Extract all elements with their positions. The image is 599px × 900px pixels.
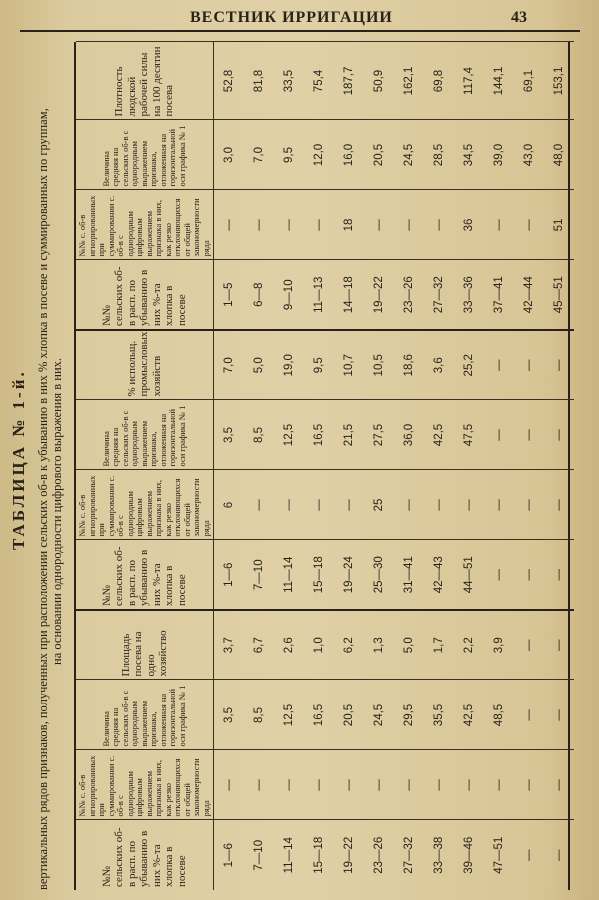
table-cell: — [544,470,574,540]
table-cell: 69,1 [514,42,544,120]
table-cell: — [514,820,544,890]
table-row [244,42,274,890]
table-row [274,42,304,890]
table-cell: 3,5 [214,680,245,750]
table-cell: 31—41 [394,540,424,610]
table-cell: 33—38 [424,820,454,890]
table-cell: 69,8 [424,42,454,120]
table-cell: 33—36 [454,260,484,330]
table-cell: 1—6 [214,820,245,890]
table-cell: — [394,750,424,820]
table-cell: 144,1 [484,42,514,120]
table-cell: 25—30 [364,540,394,610]
table-cell: 9—10 [274,260,304,330]
table-cell: — [304,750,334,820]
table-row [334,42,364,890]
table-cell: 16,5 [304,400,334,470]
table-cell: 1,0 [304,610,334,680]
table-cell: 75,4 [304,42,334,120]
table-cell: 6—8 [244,260,274,330]
table-cell: 42,5 [454,680,484,750]
table-row [424,42,454,890]
table-cell: 43,0 [514,120,544,190]
table-cell: — [334,750,364,820]
table-cell: 37—41 [484,260,514,330]
table-cell: — [514,470,544,540]
table-cell: 153,1 [544,42,574,120]
table-cell: — [214,750,245,820]
column-header: №№ сельских об-в расп. по убыванию в них %-та хлопка в посеве [76,820,214,890]
table-cell: 11—13 [304,260,334,330]
table-cell: 18,6 [394,330,424,400]
table-body [214,42,575,890]
table-cell: 44—51 [454,540,484,610]
page-number: 43 [511,9,527,26]
table-row [484,42,514,890]
table-cell: 42—43 [424,540,454,610]
column-header: Величина средняя на сельских об-в с однородным выражением признака, отложенная на горизонтальной оси графика № 1 [76,400,214,470]
column-header: №№ с. об-в игнорированных при суммировании с. об-в с однородным цифровым выражением признака в них, как резко отклоняющихся от общей закономерности ряда [76,190,214,260]
table-cell: 10,5 [364,330,394,400]
table-cell: 33,5 [274,42,304,120]
table-cell: 36 [454,190,484,260]
table-cell: 6 [214,470,245,540]
table-cell: — [484,540,514,610]
table-cell: 23—26 [364,820,394,890]
table-cell: 7,0 [244,120,274,190]
table-cell: 9,5 [274,120,304,190]
table-cell: — [544,540,574,610]
column-header: Площадь посева на одно хозяйство [76,610,214,680]
table-row [304,42,334,890]
table-row [544,42,574,890]
column-header: % испольщ. промысловых хозяйств [76,330,214,400]
table-cell: 15—18 [304,540,334,610]
caption-line-1: вертикальных рядов признаков, полученных при расположении сельских об-в к убыванию в них % хлопка в посеве и суммированных по группам, [36,108,50,890]
table-cell: 25,2 [454,330,484,400]
table-cell: — [514,610,544,680]
table-caption [9,42,66,890]
table-cell: — [274,470,304,540]
table-cell: 47,5 [454,400,484,470]
table-cell: 19—22 [334,820,364,890]
table-cell: — [514,680,544,750]
table-header [76,42,214,890]
table-cell: — [544,750,574,820]
table-cell: 15—18 [304,820,334,890]
table-cell: 27—32 [394,820,424,890]
table-cell: 5,0 [244,330,274,400]
table-cell: 52,8 [214,42,245,120]
table-cell: 7,0 [214,330,245,400]
table-cell: 23—26 [394,260,424,330]
table-cell: — [394,470,424,540]
table-cell: 1—5 [214,260,245,330]
table-cell: — [514,750,544,820]
caption-line-2: на основании однородности цифрового выражения в них. [50,357,64,665]
table-cell: 24,5 [394,120,424,190]
table-cell: 8,5 [244,400,274,470]
table-cell: 27—32 [424,260,454,330]
table-cell: 18 [334,190,364,260]
table-cell: 42,5 [424,400,454,470]
table-cell: — [484,750,514,820]
table-cell: 16,0 [334,120,364,190]
table-cell: 51 [544,190,574,260]
table-cell: 36,0 [394,400,424,470]
rotated-table-block [9,42,580,890]
table-cell: 3,0 [214,120,245,190]
table-row [454,42,484,890]
header-rule [20,30,580,32]
table-row [364,42,394,890]
column-header: Плотность людской рабочей силы на 100 десятин посева [76,42,214,120]
data-table [76,42,574,891]
table-cell: 39—46 [454,820,484,890]
table-cell: 117,4 [454,42,484,120]
table-cell: 19—24 [334,540,364,610]
table-cell: 21,5 [334,400,364,470]
table-cell: — [454,470,484,540]
data-table-frame [74,42,570,890]
table-cell: 28,5 [424,120,454,190]
table-cell: 12,5 [274,680,304,750]
table-cell: 6,7 [244,610,274,680]
table-cell: — [514,540,544,610]
table-cell: — [274,750,304,820]
column-header: №№ сельских об-в расп. по убыванию в них %-та хлопка в посеве [76,540,214,610]
table-cell: 2,2 [454,610,484,680]
table-cell: — [214,190,245,260]
table-cell: 19—22 [364,260,394,330]
table-cell: 2,6 [274,610,304,680]
table-cell: 11—14 [274,540,304,610]
table-cell: — [484,330,514,400]
table-cell: — [484,470,514,540]
table-row [214,42,245,890]
table-cell: 27,5 [364,400,394,470]
table-cell: 162,1 [394,42,424,120]
table-cell: — [244,470,274,540]
table-cell: 11—14 [274,820,304,890]
table-cell: 35,5 [424,680,454,750]
table-cell: — [334,470,364,540]
table-cell: 47—51 [484,820,514,890]
table-cell: 9,5 [304,330,334,400]
table-cell: 20,5 [364,120,394,190]
table-cell: — [544,610,574,680]
table-cell: — [544,820,574,890]
table-cell: — [484,190,514,260]
table-cell: 12,0 [304,120,334,190]
table-cell: 3,6 [424,330,454,400]
column-header: №№ с. об-в игнорированных при суммировании с. об-в с однородным цифровым выражением признака в них, как резко отклоняющихся от общей закономерности ряда [76,470,214,540]
table-cell: — [544,680,574,750]
table-cell: 42—44 [514,260,544,330]
table-cell: 29,5 [394,680,424,750]
table-cell: — [424,190,454,260]
table-cell: 50,9 [364,42,394,120]
table-cell: — [244,750,274,820]
table-cell: 1,3 [364,610,394,680]
table-cell: — [514,330,544,400]
table-cell: — [364,190,394,260]
table-cell: — [364,750,394,820]
column-header: Величина средняя на сельских об-в с однородным выражением признака, отложенная на горизонтальной оси графика № 1 [76,680,214,750]
table-cell: 19,0 [274,330,304,400]
table-cell: — [394,190,424,260]
table-cell: — [424,470,454,540]
table-cell: — [424,750,454,820]
table-cell: 39,0 [484,120,514,190]
table-cell: 5,0 [394,610,424,680]
table-cell: 45—51 [544,260,574,330]
table-cell: 12,5 [274,400,304,470]
table-cell: 25 [364,470,394,540]
table-cell: — [244,190,274,260]
table-row [394,42,424,890]
table-cell: 14—18 [334,260,364,330]
running-head [0,0,599,34]
table-cell: — [514,190,544,260]
table-cell: — [274,190,304,260]
table-cell: — [484,400,514,470]
table-cell: 7—10 [244,820,274,890]
table-cell: 8,5 [244,680,274,750]
table-cell: — [544,330,574,400]
table-cell: — [304,190,334,260]
table-title: ТАБЛИЦА № 1-й. [9,369,28,550]
table-cell: 1—6 [214,540,245,610]
table-cell: 187,7 [334,42,364,120]
table-cell: 81,8 [244,42,274,120]
column-header: №№ с. об-в игнорированных при суммировании с. об-в с однородным цифровым выражением признака в них, как резко отклоняющихся от общей закономерности ряда [76,750,214,820]
table-cell: — [514,400,544,470]
header-row [76,42,214,890]
journal-title: ВЕСТНИК ИРРИГАЦИИ [190,9,393,26]
table-cell: 6,2 [334,610,364,680]
table-cell: 48,0 [544,120,574,190]
table-cell: 16,5 [304,680,334,750]
table-cell: 34,5 [454,120,484,190]
column-header: Величина средняя на сельских об-в с однородным выражением признака, отложенная на горизонтальной оси графика № 1 [76,120,214,190]
table-row [514,42,544,890]
column-header: №№ сельских об-в расп. по убыванию в них %-та хлопка в посеве [76,260,214,330]
table-cell: 7—10 [244,540,274,610]
table-cell: — [454,750,484,820]
table-cell: — [304,470,334,540]
table-cell: 20,5 [334,680,364,750]
table-cell: 3,9 [484,610,514,680]
table-cell: 3,5 [214,400,245,470]
table-cell: — [544,400,574,470]
table-cell: 1,7 [424,610,454,680]
table-cell: 24,5 [364,680,394,750]
table-cell: 3,7 [214,610,245,680]
table-cell: 10,7 [334,330,364,400]
table-cell: 48,5 [484,680,514,750]
